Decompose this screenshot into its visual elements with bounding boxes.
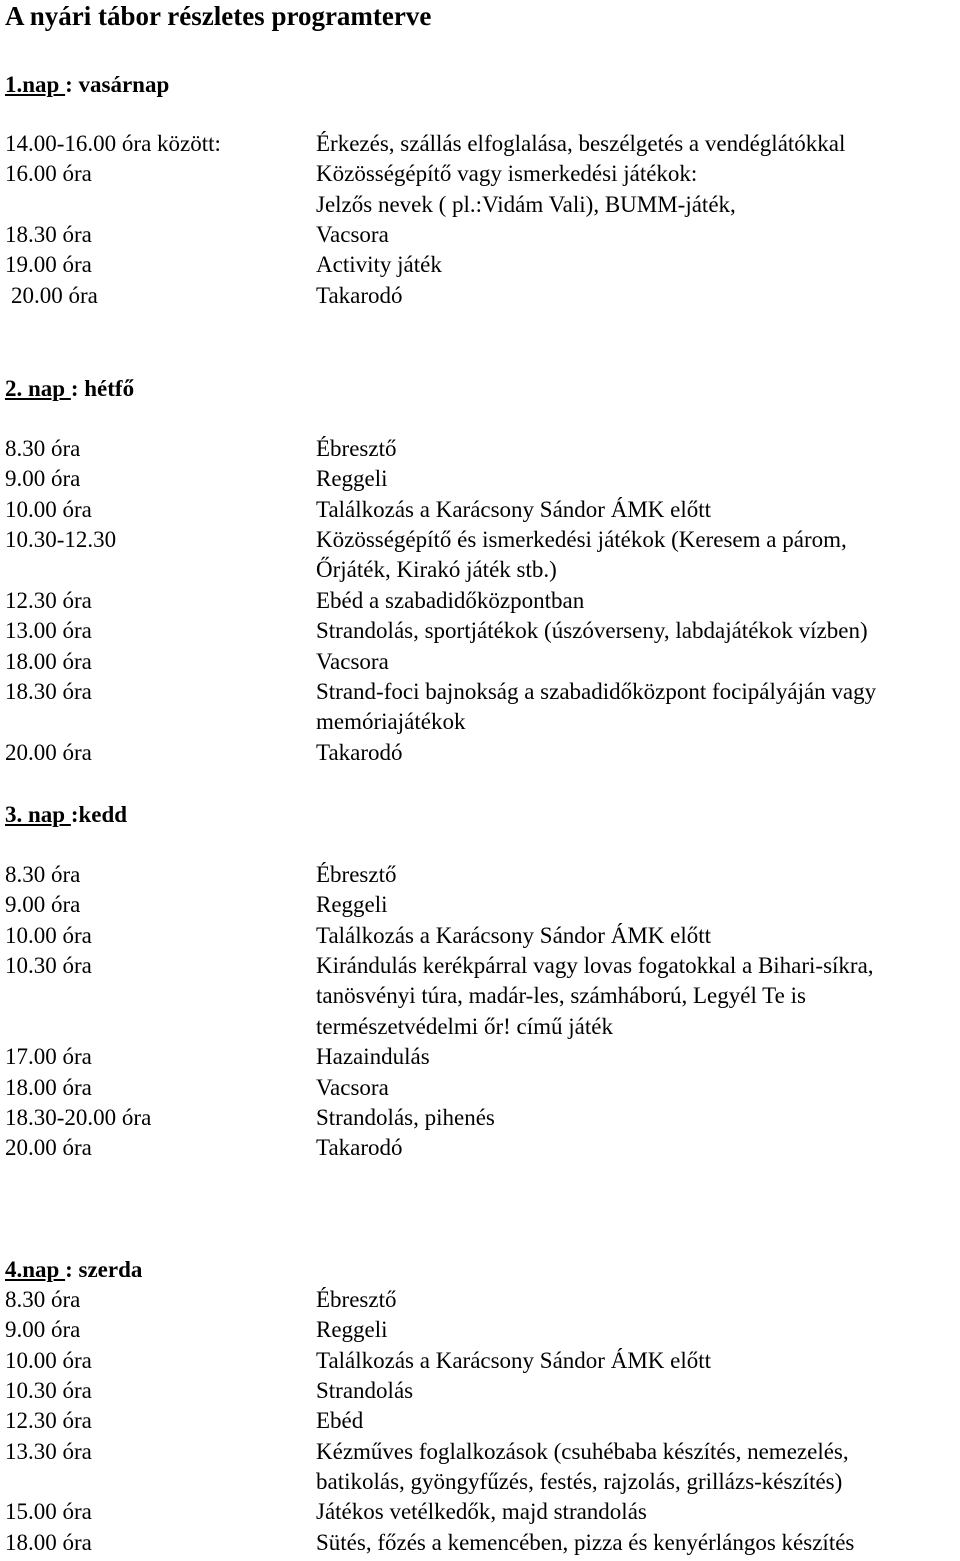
schedule-entry [0, 1103, 960, 1133]
entry-description-line: Strandolás, sportjátékok (úszóverseny, labdajátékok vízben) [316, 618, 868, 644]
entry-description-line: Ébresztő [316, 1287, 397, 1312]
entry-description-line: Vacsora [316, 222, 389, 248]
entry-time: 20.00 óra [11, 282, 98, 308]
entry-description [316, 738, 960, 768]
entry-description [316, 1315, 960, 1345]
schedule-entry [0, 464, 960, 494]
entry-time: 16.00 óra [5, 161, 92, 187]
schedule-entry [0, 1406, 960, 1436]
schedule-entry [0, 1042, 960, 1072]
entry-description [316, 951, 960, 1042]
entry-description [316, 1285, 960, 1315]
entry-description [316, 1376, 960, 1406]
entry-description-line: Közösségépítő és ismerkedési játékok (Keresem a párom, [316, 527, 847, 553]
entry-description [316, 1133, 960, 1163]
entry-time: 9.00 óra [5, 1317, 81, 1343]
entry-description-line: Reggeli [316, 892, 388, 918]
entry-description-line: Ébresztő [316, 862, 397, 887]
entry-time: 17.00 óra [5, 1044, 92, 1070]
entry-description-line: Kézműves foglalkozások (csuhébaba készítés, nemezelés, [316, 1438, 849, 1464]
entry-description [316, 220, 960, 250]
schedule-entry [0, 250, 960, 280]
entry-time: 13.00 óra [5, 618, 92, 644]
entry-description [316, 1497, 960, 1527]
entry-description-line: Strandolás [316, 1378, 414, 1403]
entry-time: 20.00 óra [5, 1135, 92, 1161]
entry-description [316, 434, 960, 464]
day-heading [5, 1255, 142, 1285]
entry-time: 18.30-20.00 óra [5, 1104, 152, 1130]
entry-description [316, 1406, 960, 1436]
entry-description-line: Strandolás, pihenés [316, 1104, 495, 1130]
entry-description [316, 1103, 960, 1133]
schedule-entry [0, 1497, 960, 1527]
entry-description [316, 159, 960, 220]
entry-time: 10.00 óra [5, 1347, 92, 1373]
entry-description-line: Találkozás a Karácsony Sándor ÁMK előtt [316, 496, 712, 522]
entry-description-line: Takarodó [316, 739, 403, 765]
entry-description [316, 890, 960, 920]
schedule-entry [0, 159, 960, 220]
schedule-entry [0, 1346, 960, 1376]
entry-description-line: Reggeli [316, 1317, 388, 1343]
schedule-entry [0, 1073, 960, 1103]
schedule-entry [0, 495, 960, 525]
entry-description [316, 1346, 960, 1376]
schedule-entry [0, 1133, 960, 1163]
day-heading-number: 1.nap [5, 72, 66, 97]
schedule-entry [0, 434, 960, 464]
entry-time: 10.30 óra [5, 953, 92, 979]
entry-time: 15.00 óra [5, 1499, 92, 1525]
entry-description-line: Ebéd [316, 1408, 364, 1434]
entry-description-line: Érkezés, szállás elfoglalása, beszélgetés a vendéglátókkal [316, 131, 846, 156]
schedule-entry [0, 1376, 960, 1406]
schedule-entry [0, 1285, 960, 1315]
entry-time: 13.30 óra [5, 1438, 92, 1464]
entry-time: 9.00 óra [5, 892, 81, 918]
schedule-entry [0, 220, 960, 250]
entry-description [316, 525, 960, 586]
entry-description-line: Ebéd a szabadidőközpontban [316, 587, 585, 613]
entry-description [316, 129, 960, 159]
entry-description-line: Reggeli [316, 466, 388, 492]
entry-time: 18.30 óra [5, 678, 92, 704]
entry-description-line: Találkozás a Karácsony Sándor ÁMK előtt [316, 922, 712, 948]
day-heading [5, 800, 127, 830]
entry-description [316, 647, 960, 677]
entry-description [316, 281, 960, 311]
entry-time: 18.30 óra [5, 222, 92, 248]
entry-description [316, 586, 960, 616]
entry-description-line: Jelzős nevek ( pl.:Vidám Vali), BUMM-játék, [316, 191, 736, 217]
entry-description-line: Játékos vetélkedők, majd strandolás [316, 1499, 647, 1525]
entry-description [316, 1042, 960, 1072]
entry-time: 18.00 óra [5, 648, 92, 674]
entry-time: 9.00 óra [5, 466, 81, 492]
entry-description-line: Takarodó [316, 282, 403, 308]
entry-description-line: Őrjáték, Kirakó játék stb.) [316, 557, 557, 583]
entry-description-line: Strand-foci bajnokság a szabadidőközpont focipályáján vagy [316, 678, 877, 704]
entry-description [316, 1528, 960, 1558]
entry-description-line: Kirándulás kerékpárral vagy lovas fogatokkal a Bihari-síkra, [316, 953, 874, 979]
entry-time: 12.30 óra [5, 1408, 92, 1434]
schedule-entry [0, 281, 960, 311]
entry-description [316, 616, 960, 646]
day-heading-weekday: : hétfő [70, 376, 135, 401]
entry-time: 19.00 óra [5, 252, 92, 278]
entry-description-line: Közösségépítő vagy ismerkedési játékok: [316, 161, 698, 187]
entry-description [316, 677, 960, 738]
entry-description [316, 1073, 960, 1103]
day-heading [5, 70, 169, 100]
schedule-entry [0, 616, 960, 646]
entry-time: 18.00 óra [5, 1074, 92, 1100]
entry-description-line: batikolás, gyöngyfűzés, festés, rajzolás, grillázs-készítés) [316, 1468, 843, 1494]
day-heading-weekday: : szerda [65, 1257, 143, 1282]
entry-description [316, 495, 960, 525]
entry-time: 10.30 óra [5, 1378, 92, 1403]
entry-description-line: memóriajátékok [316, 709, 466, 735]
entry-time: 20.00 óra [5, 739, 92, 765]
entry-time: 8.30 óra [5, 1287, 81, 1312]
schedule-entry [0, 129, 960, 159]
schedule-entry [0, 951, 960, 1042]
schedule-entry [0, 677, 960, 738]
entry-description-line: Ébresztő [316, 436, 397, 461]
entry-description-line: Sütés, főzés a kemencében, pizza és kenyérlángos készítés [316, 1529, 855, 1555]
schedule-entry [0, 1437, 960, 1498]
entry-description [316, 1437, 960, 1498]
entry-description-line: Találkozás a Karácsony Sándor ÁMK előtt [316, 1347, 712, 1373]
document-title: A nyári tábor részletes programterve [5, 1, 432, 31]
schedule-entry [0, 890, 960, 920]
day-heading [5, 374, 134, 404]
day-heading-weekday: : vasárnap [65, 72, 170, 97]
day-heading-number: 3. nap [5, 802, 71, 827]
entry-description [316, 860, 960, 890]
entry-time: 10.00 óra [5, 496, 92, 522]
entry-description-line: természetvédelmi őr! című játék [316, 1013, 613, 1039]
day-heading-weekday: :kedd [70, 802, 128, 827]
schedule-entry [0, 525, 960, 586]
schedule-entry [0, 860, 960, 890]
entry-description-line: tanösvényi túra, madár-les, számháború, Legyél Te is [316, 983, 806, 1009]
entry-description-line: Activity játék [316, 252, 442, 278]
entry-time: 10.00 óra [5, 922, 92, 948]
entry-description [316, 250, 960, 280]
entry-description [316, 464, 960, 494]
entry-time: 14.00-16.00 óra között: [5, 131, 221, 156]
schedule-entry [0, 738, 960, 768]
schedule-entry [0, 1315, 960, 1345]
entry-description [316, 921, 960, 951]
entry-description-line: Hazaindulás [316, 1044, 430, 1070]
entry-time: 12.30 óra [5, 587, 92, 613]
entry-time: 10.30-12.30 [5, 527, 117, 553]
entry-time: 18.00 óra [5, 1529, 92, 1555]
day-heading-number: 4.nap [5, 1257, 66, 1282]
schedule-entry [0, 921, 960, 951]
day-heading-number: 2. nap [5, 376, 71, 401]
entry-time: 8.30 óra [5, 436, 81, 461]
schedule-entry [0, 586, 960, 616]
entry-time: 8.30 óra [5, 862, 81, 887]
entry-description-line: Takarodó [316, 1135, 403, 1161]
entry-description-line: Vacsora [316, 1074, 389, 1100]
schedule-entry [0, 647, 960, 677]
entry-description-line: Vacsora [316, 648, 389, 674]
schedule-entry [0, 1528, 960, 1558]
